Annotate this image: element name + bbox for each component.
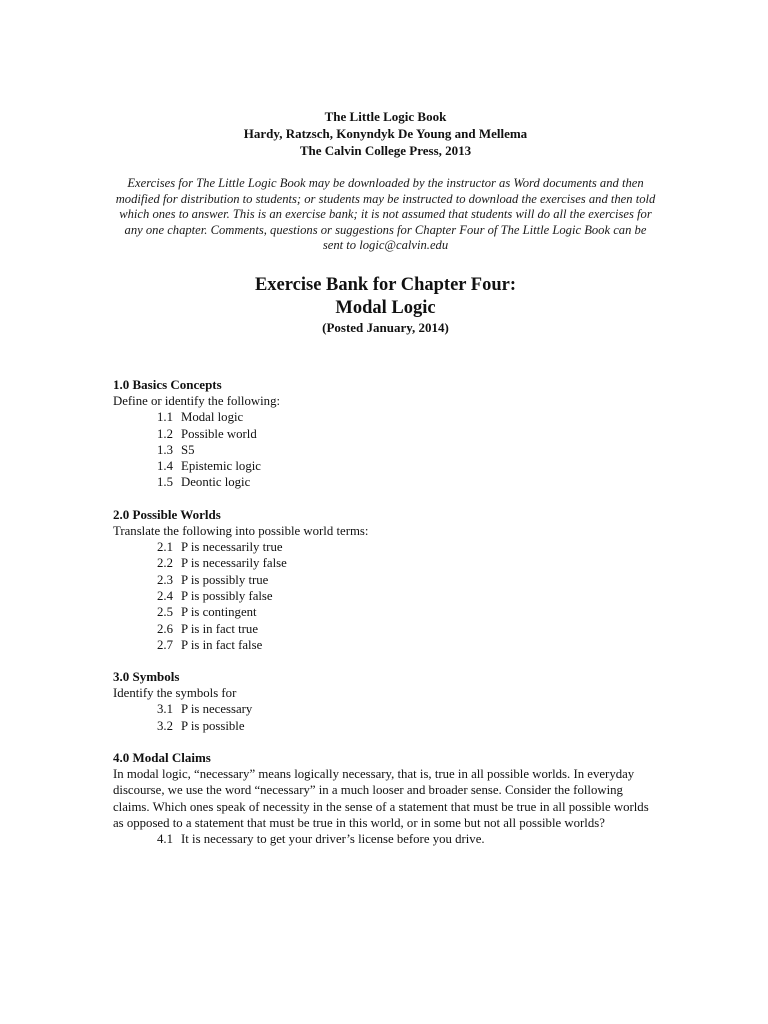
section-3 bbox=[113, 669, 658, 734]
item-text: Epistemic logic bbox=[181, 459, 261, 474]
section-1 bbox=[113, 377, 658, 491]
item-text: Possible world bbox=[181, 426, 257, 441]
item-number: 1.1 bbox=[157, 410, 173, 425]
item-text: P is necessarily false bbox=[181, 556, 287, 571]
section-heading: 2.0 Possible Worlds bbox=[113, 506, 221, 522]
item-text: It is necessary to get your driver’s license before you drive. bbox=[181, 832, 485, 847]
book-publisher: The Calvin College Press, 2013 bbox=[299, 143, 472, 158]
section-prompt: Translate the following into possible world terms: bbox=[113, 523, 369, 538]
exercise-list bbox=[113, 701, 658, 734]
item-text: P is possibly false bbox=[181, 588, 273, 603]
item-text: Deontic logic bbox=[181, 475, 251, 490]
item-number: 2.5 bbox=[157, 605, 173, 620]
item-number: 1.5 bbox=[157, 475, 173, 490]
item-number: 1.3 bbox=[157, 442, 173, 457]
section-prompt: In modal logic, “necessary” means logically necessary, that is, true in all possible worlds. In everyday discourse, we use the word “necessary” in a much looser and broader sense. Consider the following claims. Which ones speak of necessity in the sense of a statement that must be true in all possible worlds as opposed to a statement that must be true in this world, or in some but not all possible worlds? bbox=[113, 767, 649, 830]
section-2 bbox=[113, 507, 658, 653]
item-text: P is necessarily true bbox=[181, 540, 283, 555]
list-item bbox=[157, 588, 658, 604]
exercise-list bbox=[113, 831, 658, 847]
item-number: 1.4 bbox=[157, 459, 173, 474]
item-number: 2.4 bbox=[157, 588, 173, 603]
section-4 bbox=[113, 750, 658, 847]
item-text: P is necessary bbox=[181, 702, 253, 717]
list-item bbox=[157, 426, 658, 442]
book-authors: Hardy, Ratzsch, Konyndyk De Young and Mellema bbox=[243, 126, 528, 141]
item-number: 3.2 bbox=[157, 718, 173, 733]
exercise-list bbox=[113, 539, 658, 653]
document-page bbox=[113, 108, 658, 848]
list-item bbox=[157, 604, 658, 620]
section-prompt: Identify the symbols for bbox=[113, 686, 237, 701]
section-heading: 1.0 Basics Concepts bbox=[113, 376, 222, 392]
item-number: 4.1 bbox=[157, 832, 173, 847]
exercise-list bbox=[113, 409, 658, 490]
list-item bbox=[157, 621, 658, 637]
intro-paragraph: Exercises for The Little Logic Book may be downloaded by the instructor as Word documents and then modified for distribution to students; or students may be instructed to download the exercises and then told which ones to answer. This is an exercise bank; it is not assumed that students will do all the exercises for any one chapter. Comments, questions or suggestions for Chapter Four of The Little Logic Book can be sent to logic@calvin.edu bbox=[115, 176, 656, 253]
item-text: S5 bbox=[181, 442, 195, 457]
list-item bbox=[157, 409, 658, 425]
item-text: P is contingent bbox=[181, 605, 257, 620]
section-heading: 4.0 Modal Claims bbox=[113, 750, 211, 766]
list-item bbox=[157, 572, 658, 588]
book-header bbox=[113, 108, 658, 159]
list-item bbox=[157, 555, 658, 571]
item-text: P is in fact true bbox=[181, 621, 258, 636]
exercise-title-block bbox=[113, 274, 658, 336]
list-item bbox=[157, 831, 658, 847]
item-number: 2.3 bbox=[157, 572, 173, 587]
item-text: P is in fact false bbox=[181, 637, 263, 652]
item-text: Modal logic bbox=[181, 410, 244, 425]
chapter-subject: Modal Logic bbox=[335, 297, 436, 318]
section-heading: 3.0 Symbols bbox=[113, 669, 180, 685]
item-number: 2.6 bbox=[157, 621, 173, 636]
item-text: P is possible bbox=[181, 718, 245, 733]
list-item bbox=[157, 458, 658, 474]
list-item bbox=[157, 474, 658, 490]
list-item bbox=[157, 637, 658, 653]
item-number: 2.1 bbox=[157, 540, 173, 555]
book-title: The Little Logic Book bbox=[324, 109, 447, 124]
list-item bbox=[157, 701, 658, 717]
item-number: 2.7 bbox=[157, 637, 173, 652]
item-text: P is possibly true bbox=[181, 572, 269, 587]
posted-date: (Posted January, 2014) bbox=[322, 319, 449, 335]
list-item bbox=[157, 539, 658, 555]
list-item bbox=[157, 718, 658, 734]
item-number: 1.2 bbox=[157, 426, 173, 441]
list-item bbox=[157, 442, 658, 458]
exercise-title: Exercise Bank for Chapter Four: bbox=[254, 274, 517, 295]
item-number: 3.1 bbox=[157, 702, 173, 717]
section-prompt: Define or identify the following: bbox=[113, 393, 281, 408]
item-number: 2.2 bbox=[157, 556, 173, 571]
